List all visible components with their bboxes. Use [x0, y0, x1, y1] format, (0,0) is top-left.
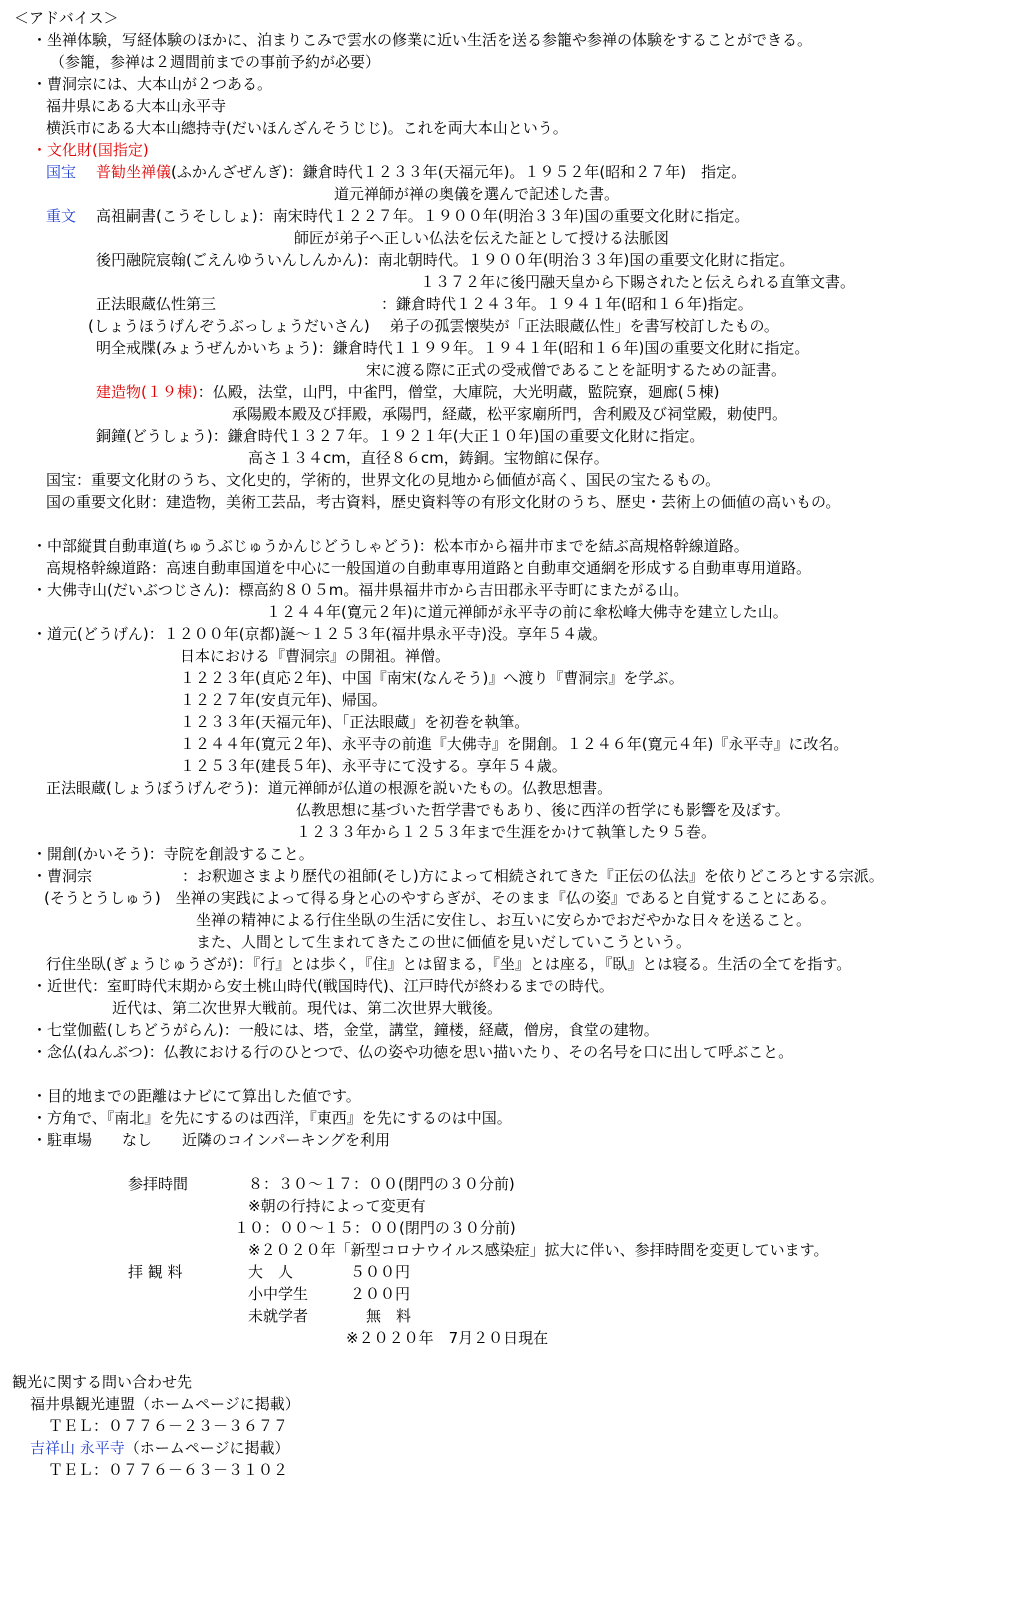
kokuho-label: 国宝 [46, 163, 77, 181]
gloss-daibutsujisan-desc: １２４４年(寛元２年)に道元禅師が永平寺の前に傘松峰大佛寺を建立した山。 [266, 603, 788, 621]
shobogenzo-bussho-line: 正法眼蔵仏性第三 ：鎌倉時代１２４３年。１９４１年(昭和１６年)指定。 [96, 295, 753, 313]
kenzobutsu-desc: 承陽殿本殿及び拝殿，承陽門，経蔵，松平家廟所門，舎利殿及び祠堂殿，勅使門。 [232, 405, 788, 423]
gloss-dogen-3: １２２７年(安貞元年)、帰国。 [180, 691, 387, 709]
hours-2: １０：００～１５：００(閉門の３０分前) [234, 1219, 516, 1237]
gloss-dogen-4: １２３３年(天福元年)、「正法眼蔵」を初巻を執筆。 [180, 713, 530, 731]
dosho-line: 銅鐘(どうしょう)：鎌倉時代１３２７年。１９２１年(大正１０年)国の重要文化財に指定。 [96, 427, 705, 445]
contact-org-eiheiji: 吉祥山 永平寺（ホームページに掲載） [30, 1439, 290, 1457]
contact-tel-eiheiji: ＴＥＬ：０７７６－６３－３１０２ [48, 1461, 289, 1479]
hours-note: ※朝の行持によって変更有 [248, 1197, 426, 1215]
fee-label: 拝 観 料 [128, 1263, 183, 1281]
hours-1: ８：３０～１７：００(閉門の３０分前) [248, 1175, 515, 1193]
gloss-dogen-6: １２５３年(建長５年)、永平寺にて没する。享年５４歳。 [180, 757, 567, 775]
advice-header: ＜アドバイス＞ [14, 9, 119, 27]
dosho-desc: 高さ１３４cm，直径８６cm，鋳銅。宝物館に保存。 [248, 449, 609, 467]
fee-adult: ５００円 [350, 1263, 411, 1281]
gloss-soto-2: 坐禅の精神による行住坐臥の生活に安住し、お互いに安らかでおだやかな日々を送ること。 [196, 911, 812, 929]
gloss-kaiso: ・開創(かいそう)：寺院を創設すること。 [32, 845, 314, 863]
fee-infant-label: 未就学者 [248, 1307, 309, 1325]
contact-tel-kanko: ＴＥＬ：０７７６－２３－３６７７ [48, 1417, 289, 1435]
contact-title: 観光に関する問い合わせ先 [12, 1373, 193, 1391]
gloss-kinsei-1: 近代は、第二次世界大戦前。現代は、第二次世界大戦後。 [112, 999, 503, 1017]
note-direction: ・方角で、『南北』を先にするのは西洋，『東西』を先にするのは中国。 [32, 1109, 512, 1127]
hours-label: 参拝時間 [128, 1175, 189, 1193]
note-distance: ・目的地までの距離はナビにて算出した値です。 [32, 1087, 361, 1105]
gloss-soto: ・曹洞宗 ：お釈迦さまより歴代の祖師(そし)方によって相続されてきた『正伝の仏法』を依りどころとする宗派。 [32, 867, 884, 885]
gloss-chubu-road: ・中部縦貫自動車道(ちゅうぶじゅうかんじどうしゃどう)：松本市から福井市までを結ぶ高規格幹線道路。 [32, 537, 749, 555]
juyobunkazai-definition: 国の重要文化財：建造物，美術工芸品，考古資料，歴史資料等の有形文化財のうち、歴史・芸術上の価値の高いもの。 [46, 493, 841, 511]
bunkazai-heading: ・文化財(国指定) [32, 141, 149, 159]
gloss-shichidogaran: ・七堂伽藍(しちどうがらん)：一般には、塔，金堂，講堂，鐘楼，経蔵，僧房，食堂の建物。 [32, 1021, 659, 1039]
fukanzazengi-desc: 道元禅師が禅の奥儀を選んで記述した書。 [334, 185, 620, 203]
gloss-soto-3: また、人間として生まれてきたこの世に価値を見いだしていこうという。 [196, 933, 692, 951]
kenzobutsu-label: 建造物(１９棟) [96, 383, 198, 401]
gloss-soto-1: (そうとうしゅう) 坐禅の実践によって得る身と心のやすらぎが、そのまま『仏の姿』であると自覚することにある。 [44, 889, 836, 907]
advice-sojiji: 横浜市にある大本山總持寺(だいほんざんそうじじ)。これを両大本山という。 [46, 119, 568, 137]
kososhisho-line: 高祖嗣書(こうそししょ)：南宋時代１２２７年。１９００年(明治３３年)国の重要文化財に指定。 [96, 207, 750, 225]
fee-infant: 無 料 [366, 1307, 412, 1325]
shobogenzo-bussho-desc: (しょうほうげんぞうぶっしょうだいさん) 弟子の孤雲懐奘が「正法眼蔵仏性」を書写校訂したもの。 [88, 317, 779, 335]
myozen-desc: 宋に渡る際に正式の受戒僧であることを証明するための証書。 [366, 361, 787, 379]
kokuho-definition: 国宝：重要文化財のうち、文化史的，学術的，世界文化の見地から価値が高く、国民の宝たるもの。 [46, 471, 721, 489]
gloss-shobogenzo: 正法眼蔵(しょうぼうげんぞう)：道元禅師が仏道の根源を説いたもの。仏教思想書。 [46, 779, 613, 797]
gloss-nenbutsu: ・念仏(ねんぶつ)：仏教における行のひとつで、仏の姿や功徳を思い描いたり、その名号を口に出して呼ぶこと。 [32, 1043, 794, 1061]
kenzobutsu-line: 建造物(１９棟)：仏殿，法堂，山門，中雀門，僧堂，大庫院，大光明蔵，監院寮，廻廊(５棟) [96, 383, 720, 401]
advice-zazen: ・坐禅体験，写経体験のほかに、泊まりこみで雲水の修業に近い生活を送る参籠や参禅の体験をすることができる。 [32, 31, 813, 49]
bunkazai-title: 文化財(国指定) [47, 141, 149, 159]
fukanzazengi-line: 普勧坐禅儀(ふかんざぜんぎ)：鎌倉時代１２３３年(天福元年)。１９５２年(昭和２７年) 指定。 [96, 163, 747, 181]
advice-reservation: （参籠，参禅は２週間前までの事前予約が必要） [50, 53, 381, 71]
gloss-dogen-5: １２４４年(寛元２年)、永平寺の前進『大佛寺』を開創。１２４６年(寛元４年)『永平寺』に改名。 [180, 735, 849, 753]
gloss-kinsei: ・近世代：室町時代末期から安土桃山時代(戦国時代)、江戸時代が終わるまでの時代。 [32, 977, 614, 995]
goenyuin-desc: １３７２年に後円融天皇から下賜されたと伝えられる直筆文書。 [420, 273, 856, 291]
contact-org-kanko: 福井県観光連盟（ホームページに掲載） [30, 1395, 300, 1413]
advice-daihonzan: ・曹洞宗には、大本山が２つある。 [32, 75, 273, 93]
fee-as-of: ※２０２０年 7月２０日現在 [346, 1329, 549, 1347]
gloss-gyojuzaga: 行住坐臥(ぎょうじゅうざが)：『行』とは歩く，『住』とは留まる，『坐』とは座る，『臥』とは寝る。生活の全てを指す。 [46, 955, 852, 973]
goenyuin-line: 後円融院宸翰(ごえんゆういんしんかん)：南北朝時代。１９００年(明治３３年)国の重要文化財に指定。 [96, 251, 795, 269]
gloss-dogen-1: 日本における『曹洞宗』の開祖。禅僧。 [180, 647, 451, 665]
fee-adult-label: 大 人 [248, 1263, 294, 1281]
fukanzazengi-name: 普勧坐禅儀 [96, 163, 172, 181]
eiheiji-name: 吉祥山 永平寺 [30, 1439, 125, 1457]
hours-covid-note: ※２０２０年「新型コロナウイルス感染症」拡大に伴い、参拝時間を変更しています。 [248, 1241, 829, 1259]
fee-child-label: 小中学生 [248, 1285, 309, 1303]
advice-eiheiji: 福井県にある大本山永平寺 [46, 97, 227, 115]
gloss-shobogenzo-1: 仏教思想に基づいた哲学書でもあり、後に西洋の哲学にも影響を及ぼす。 [296, 801, 790, 819]
note-parking: ・駐車場 なし 近隣のコインパーキングを利用 [32, 1131, 391, 1149]
gloss-shobogenzo-2: １２３３年から１２５３年まで生涯をかけて執筆した９５巻。 [296, 823, 717, 841]
kososhisho-desc: 師匠が弟子へ正しい仏法を伝えた証として授ける法脈図 [294, 229, 670, 247]
gloss-dogen-2: １２２３年(貞応２年)、中国『南宋(なんそう)』へ渡り『曹洞宗』を学ぶ。 [180, 669, 684, 687]
gloss-dogen: ・道元(どうげん)：１２００年(京都)誕～１２５３年(福井県永平寺)没。享年５４歳。 [32, 625, 608, 643]
fee-child: ２００円 [350, 1285, 411, 1303]
myozen-line: 明全戒牒(みょうぜんかいちょう)：鎌倉時代１１９９年。１９４１年(昭和１６年)国の重要文化財に指定。 [96, 339, 810, 357]
gloss-kokikaku: 高規格幹線道路：高速自動車国道を中心に一般国道の自動車専用道路と自動車交通網を形成する自動車専用道路。 [46, 559, 812, 577]
gloss-daibutsujisan: ・大佛寺山(だいぶつじさん)：標高約８０５m。福井県福井市から吉田郡永平寺町にまたがる山。 [32, 581, 689, 599]
juubun-label: 重文 [46, 207, 77, 225]
